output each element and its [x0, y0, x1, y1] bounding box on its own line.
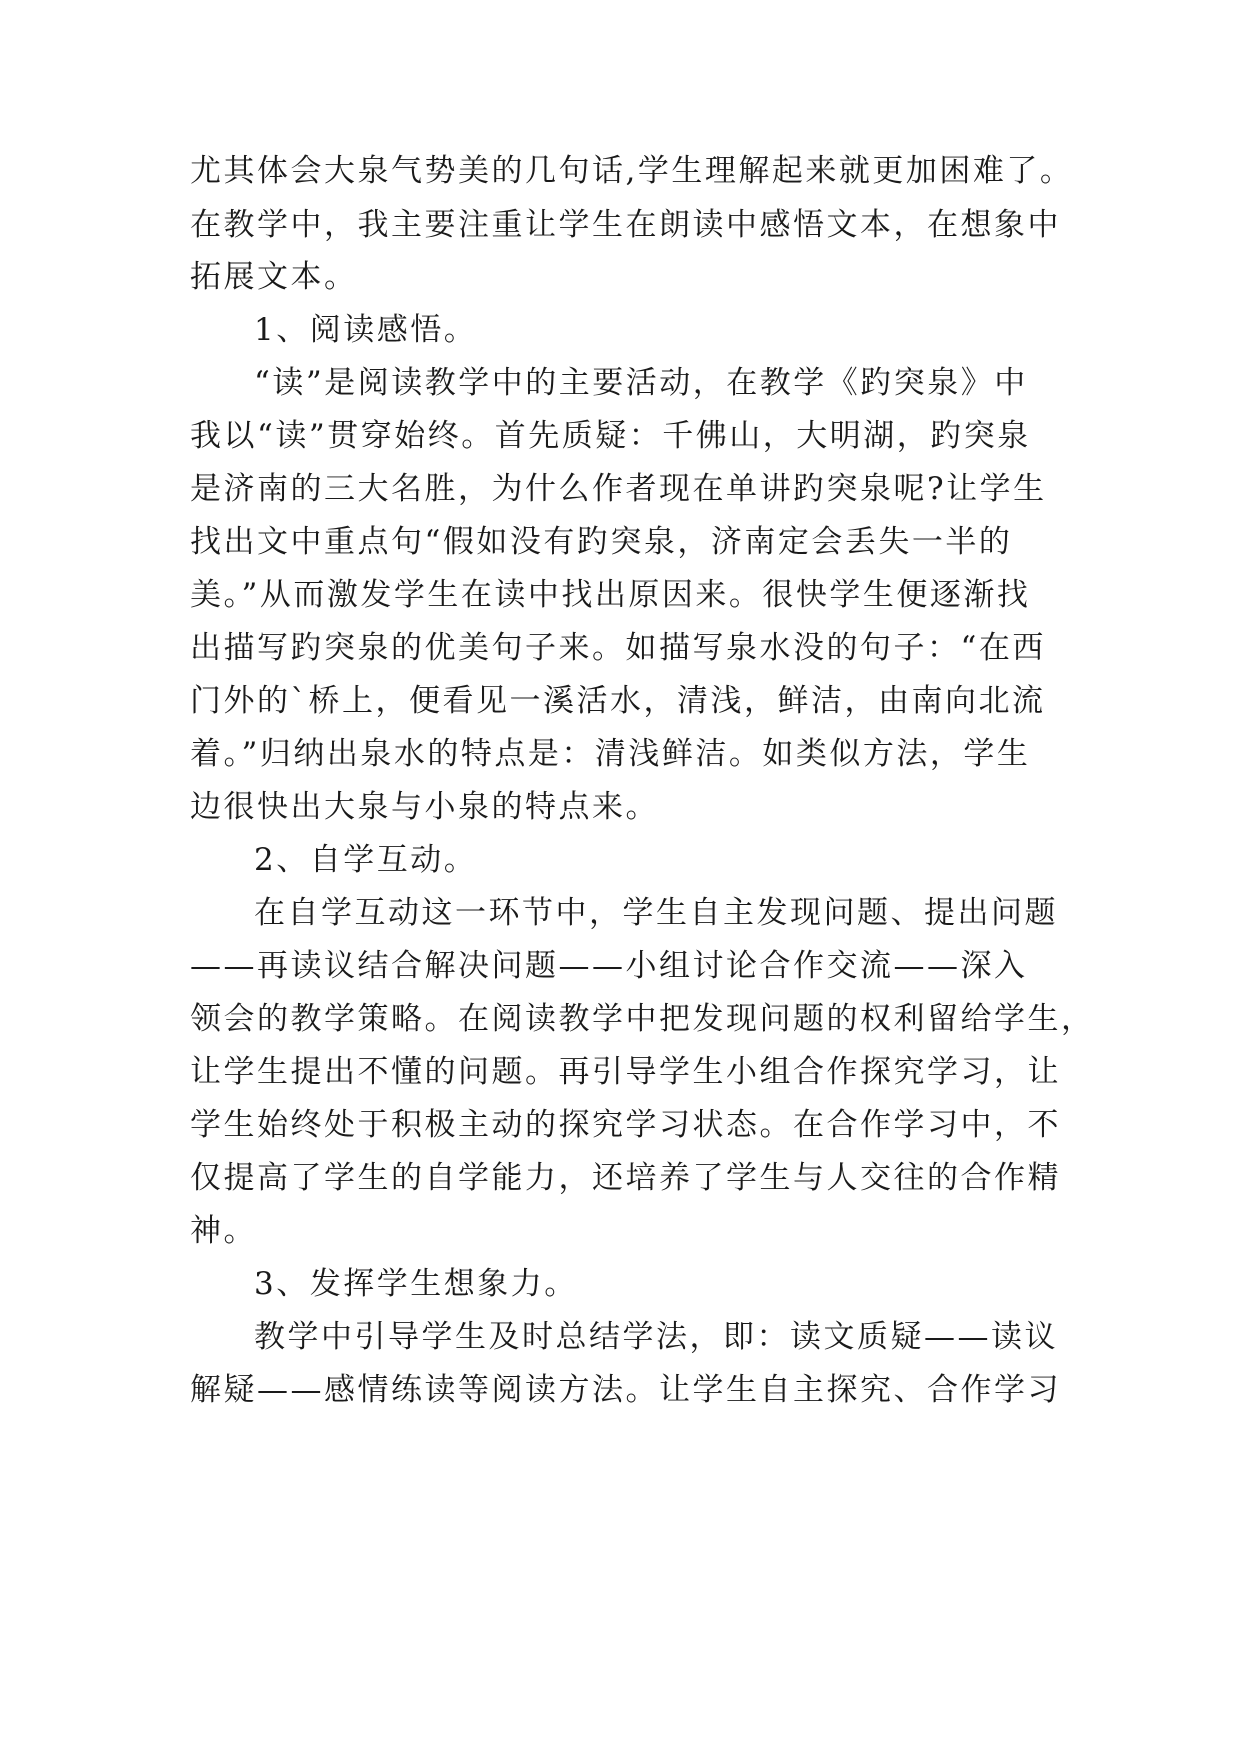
text-line: 在自学互动这一环节中，学生自主发现问题、提出问题: [254, 895, 1058, 931]
text-line: 美。”从而激发学生在读中找出原因来。很快学生便逐渐找: [190, 577, 1031, 613]
text-line: 拓展文本。: [190, 259, 358, 295]
section-heading: 3、发挥学生想象力。: [254, 1266, 578, 1302]
text-line: “读”是阅读教学中的主要活动，在教学《趵突泉》中: [254, 365, 1028, 401]
text-line: 领会的教学策略。在阅读教学中把发现问题的权利留给学生，: [190, 1001, 1095, 1037]
text-line: 出描写趵突泉的优美句子来。如描写泉水没的句子：“在西: [190, 630, 1046, 666]
text-line: 找出文中重点句“假如没有趵突泉，济南定会丢失一半的: [190, 524, 1013, 560]
text-line: ——再读议结合解决问题——小组讨论合作交流——深入: [190, 948, 1028, 984]
text-line: 是济南的三大名胜，为什么作者现在单讲趵突泉呢?让学生: [190, 471, 1047, 507]
text-line: 让学生提出不懂的问题。再引导学生小组合作探究学习，让: [190, 1054, 1061, 1090]
section-heading: 2、自学互动。: [254, 842, 478, 878]
text-line: 教学中引导学生及时总结学法，即：读文质疑——读议: [254, 1319, 1058, 1355]
text-line: 门外的`桥上，便看见一溪活水，清浅，鲜洁，由南向北流: [190, 683, 1046, 719]
text-line: 我以“读”贯穿始终。首先质疑：千佛山，大明湖，趵突泉: [190, 418, 1031, 454]
text-line: 神。: [190, 1213, 257, 1249]
section-heading: 1、阅读感悟。: [254, 312, 478, 348]
text-line: 着。”归纳出泉水的特点是：清浅鲜洁。如类似方法，学生: [190, 736, 1031, 772]
text-line: 解疑——感情练读等阅读方法。让学生自主探究、合作学习: [190, 1372, 1061, 1408]
text-line: 边很快出大泉与小泉的特点来。: [190, 789, 659, 825]
text-line: 学生始终处于积极主动的探究学习状态。在合作学习中，不: [190, 1107, 1061, 1143]
text-line: 尤其体会大泉气势美的几句话,学生理解起来就更加困难了。: [190, 153, 1074, 189]
text-line: 仅提高了学生的自学能力，还培养了学生与人交往的合作精: [190, 1160, 1061, 1196]
text-line: 在教学中，我主要注重让学生在朗读中感悟文本，在想象中: [190, 207, 1061, 243]
